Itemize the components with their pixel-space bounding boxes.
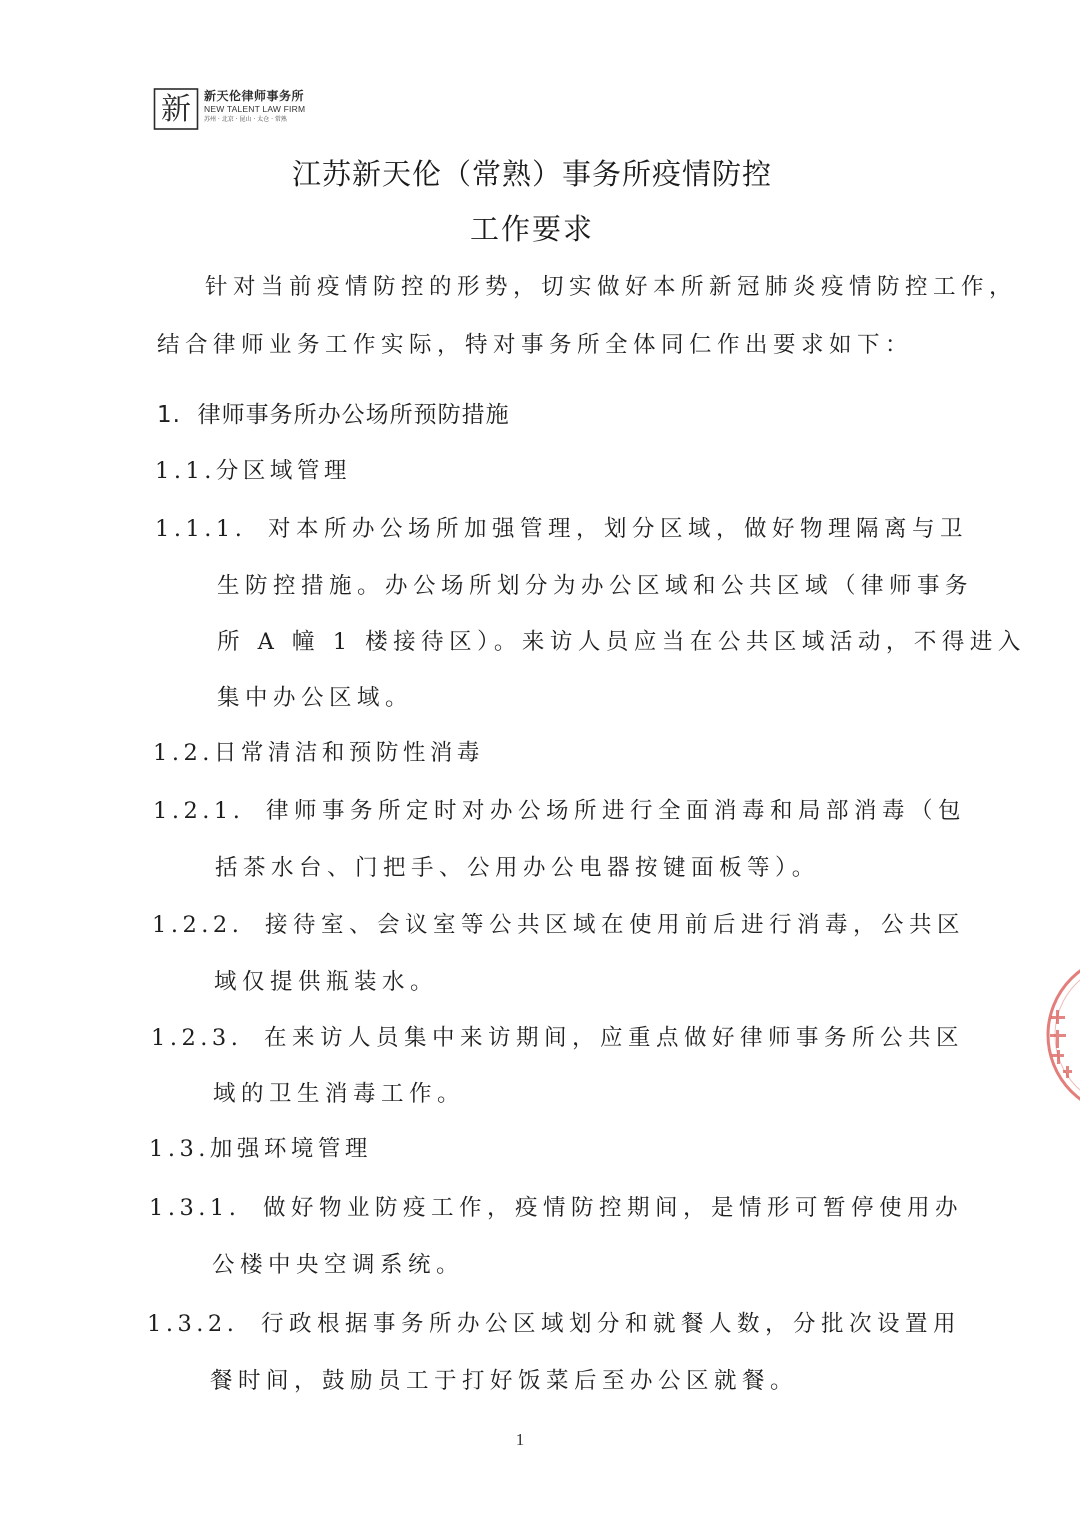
item-1-3-2-number: 1.3.2.: [147, 1311, 239, 1337]
subsection-1-1-heading: 1.1.分区域管理: [155, 458, 351, 484]
item-1-1-1-line3: 所 A 幢 1 楼接待区）。来访人员应当在公共区域活动，不得进入: [217, 629, 1026, 655]
firm-logo-mark-icon: [153, 86, 199, 132]
item-1-3-1-line2: 公楼中央空调系统。: [212, 1252, 465, 1278]
item-1-2-3-line1: 在来访人员集中来访期间，应重点做好律师事务所公共区: [264, 1025, 965, 1051]
document-title-line1: 江苏新天伦（常熟）事务所疫情防控: [291, 157, 772, 191]
item-1-2-2-line1: 接待室、会议室等公共区域在使用前后进行消毒，公共区: [265, 912, 966, 938]
item-1-2-2-line2: 域仅提供瓶装水。: [214, 969, 439, 995]
page-number: 1: [515, 1430, 525, 1449]
item-1-2-1-number: 1.2.1.: [153, 798, 245, 824]
item-1-1-1-line2: 生防控措施。办公场所划分为办公区域和公共区域（律师事务: [217, 573, 974, 599]
red-seal-stamp-icon: [1036, 950, 1080, 1120]
item-1-1-1-line4: 集中办公区域。: [217, 685, 414, 711]
item-1-2-2-number: 1.2.2.: [152, 912, 244, 938]
svg-text:新: 新: [161, 92, 191, 127]
intro-line2: 结合律师业务工作实际，特对事务所全体同仁作出要求如下：: [157, 332, 914, 358]
firm-name-block: [204, 89, 305, 124]
firm-name-en: NEW TALENT LAW FIRM: [204, 104, 306, 114]
firm-cities: 苏州 · 北京 · 昆山 · 太仓 · 常熟: [204, 116, 287, 123]
subsection-1-3-heading: 1.3.加强环境管理: [149, 1136, 372, 1162]
item-1-2-3-line2: 域的卫生消毒工作。: [213, 1081, 466, 1107]
intro-line1: 针对当前疫情防控的形势，切实做好本所新冠肺炎疫情防控工作，: [205, 274, 1018, 300]
item-1-3-1-number: 1.3.1.: [149, 1195, 241, 1221]
item-1-1-1-number: 1.1.1.: [155, 516, 247, 542]
document-title-line2: 工作要求: [469, 212, 594, 246]
section1-title: 律师事务所办公场所预防措施: [197, 402, 510, 428]
item-1-2-3-number: 1.2.3.: [151, 1025, 243, 1051]
item-1-2-1-line2: 括茶水台、门把手、公用办公电器按键面板等）。: [215, 855, 820, 881]
section1-number: 1.: [157, 402, 181, 428]
item-1-3-1-line1: 做好物业防疫工作，疫情防控期间，是情形可暂停使用办: [263, 1195, 964, 1221]
item-1-3-2-line1: 行政根据事务所办公区域划分和就餐人数，分批次设置用: [261, 1311, 962, 1337]
firm-name-cn: 新天伦律师事务所: [204, 89, 305, 103]
section1-heading: [157, 400, 510, 430]
subsection-1-2-heading: 1.2.日常清洁和预防性消毒: [153, 740, 484, 766]
item-1-3-2-line2: 餐时间，鼓励员工于打好饭菜后至办公区就餐。: [210, 1368, 799, 1394]
item-1-2-1-line1: 律师事务所定时对办公场所进行全面消毒和局部消毒（包: [266, 798, 967, 824]
item-1-1-1-line1: 对本所办公场所加强管理，划分区域，做好物理隔离与卫: [268, 516, 969, 542]
